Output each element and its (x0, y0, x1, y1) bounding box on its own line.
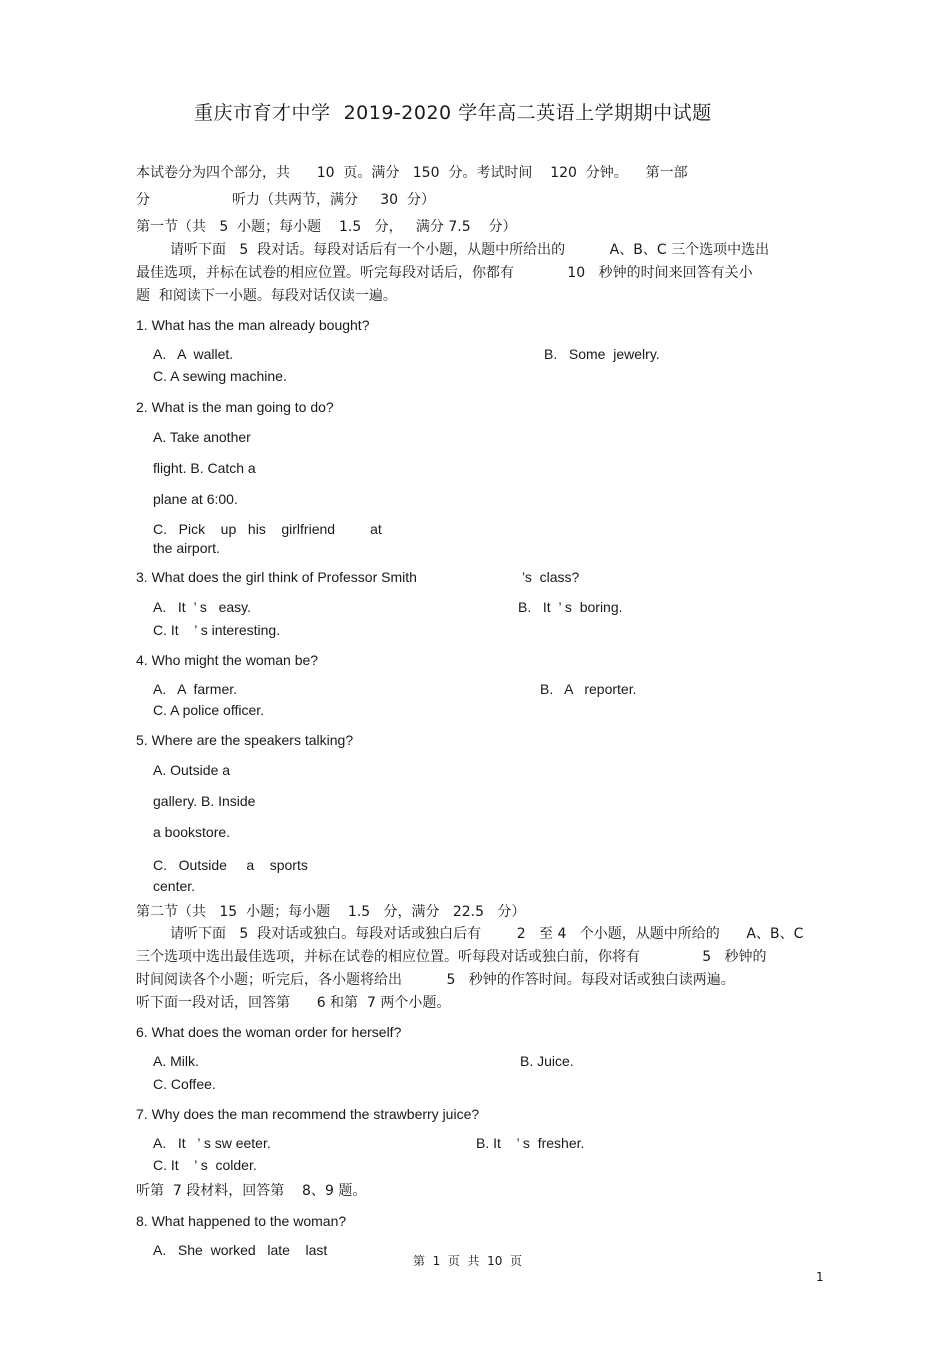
section-2-heading: 第二节（共 15 小题；每小题 1.5 分，满分 22.5 分） (136, 904, 526, 920)
question-4-option-b: B. A reporter. (540, 681, 637, 697)
question-5-options-line-4: C. Outside a sports (153, 857, 308, 873)
question-3-option-b: B. It ’ s boring. (518, 599, 623, 615)
section-1-instructions-2: 最佳选项，并标在试卷的相应位置。听完每段对话后，你都有 10 秒钟的时间来回答有关小 (136, 265, 753, 281)
question-2-options-line-1: A. Take another (153, 429, 251, 445)
question-2-options-line-5: the airport. (153, 540, 220, 556)
question-1-option-c: C. A sewing machine. (153, 368, 287, 384)
section-1-instructions-1: 请听下面 5 段对话。每段对话后有一个小题，从题中所给出的 A、B、C 三个选项中选出 (170, 242, 770, 258)
question-4-option-c: C. A police officer. (153, 702, 265, 718)
question-6-option-a: A. Milk. (153, 1053, 199, 1069)
question-3-option-c: C. It ’ s interesting. (153, 622, 281, 638)
section-2-instructions-3: 时间阅读各个小题；听完后，各小题将给出 5 秒钟的作答时间。每段对话或独白读两遍。 (136, 972, 735, 988)
section-1-instructions-3: 题 和阅读下一小题。每段对话仅读一遍。 (136, 288, 397, 304)
question-1-option-b: B. Some jewelry. (544, 346, 660, 362)
question-2-options-line-2: flight. B. Catch a (153, 460, 256, 476)
question-6-option-b: B. Juice. (520, 1053, 574, 1069)
question-2-stem: 2. What is the man going to do? (136, 399, 334, 415)
question-3-option-a: A. It ’ s easy. (153, 599, 252, 615)
page-title: 重庆市育才中学 2019-2020 学年高二英语上学期期中试题 (194, 102, 712, 124)
question-1-option-a: A. A wallet. (153, 346, 234, 362)
question-2-options-line-4: C. Pick up his girlfriend at (153, 521, 382, 537)
question-5-options-line-1: A. Outside a (153, 762, 231, 778)
question-7-option-a: A. It ’ s sw eeter. (153, 1135, 271, 1151)
question-4-stem: 4. Who might the woman be? (136, 652, 319, 668)
question-5-options-line-5: center. (153, 878, 196, 894)
question-1-stem: 1. What has the man already bought? (136, 317, 370, 333)
section-2-note-q8-9: 听第 7 段材料，回答第 8、9 题。 (136, 1183, 367, 1199)
question-4-option-a: A. A farmer. (153, 681, 238, 697)
section-2-instructions-1: 请听下面 5 段对话或独白。每段对话或独白后有 2 至 4 个小题，从题中所给的 A、B、C (170, 926, 804, 942)
question-6-stem: 6. What does the woman order for herself? (136, 1024, 402, 1040)
intro-line-1: 本试卷分为四个部分，共 10 页。满分 150 分。考试时间 120 分钟。 第一部 (136, 165, 688, 181)
question-5-options-line-3: a bookstore. (153, 824, 231, 840)
section-2-instructions-2: 三个选项中选出最佳选项，并标在试卷的相应位置。听每段对话或独白前，你将有 5 秒钟的 (136, 949, 767, 965)
intro-line-2-left: 分 (136, 192, 150, 208)
question-7-option-c: C. It ’ s colder. (153, 1157, 257, 1173)
question-7-option-b: B. It ’ s fresher. (476, 1135, 585, 1151)
question-5-stem: 5. Where are the speakers talking? (136, 732, 354, 748)
section-1-heading: 第一节（共 5 小题；每小题 1.5 分， 满分 7.5 分） (136, 219, 517, 235)
page-footer-label: 第 1 页 共 10 页 (413, 1254, 523, 1268)
question-3-stem: 3. What does the girl think of Professor Smith (136, 569, 417, 585)
section-2-instructions-4: 听下面一段对话，回答第 6 和第 7 两个小题。 (136, 995, 451, 1011)
part-one-heading: 听力（共两节，满分 30 分） (232, 192, 435, 208)
question-3-stem-tail: ’s class? (522, 569, 580, 585)
question-7-stem: 7. Why does the man recommend the strawberry juice? (136, 1106, 480, 1122)
question-5-options-line-2: gallery. B. Inside (153, 793, 256, 809)
page-number: 1 (816, 1270, 824, 1284)
question-8-option-a: A. She worked late last (153, 1242, 328, 1258)
question-6-option-c: C. Coffee. (153, 1076, 216, 1092)
question-8-stem: 8. What happened to the woman? (136, 1213, 347, 1229)
question-2-options-line-3: plane at 6:00. (153, 491, 238, 507)
